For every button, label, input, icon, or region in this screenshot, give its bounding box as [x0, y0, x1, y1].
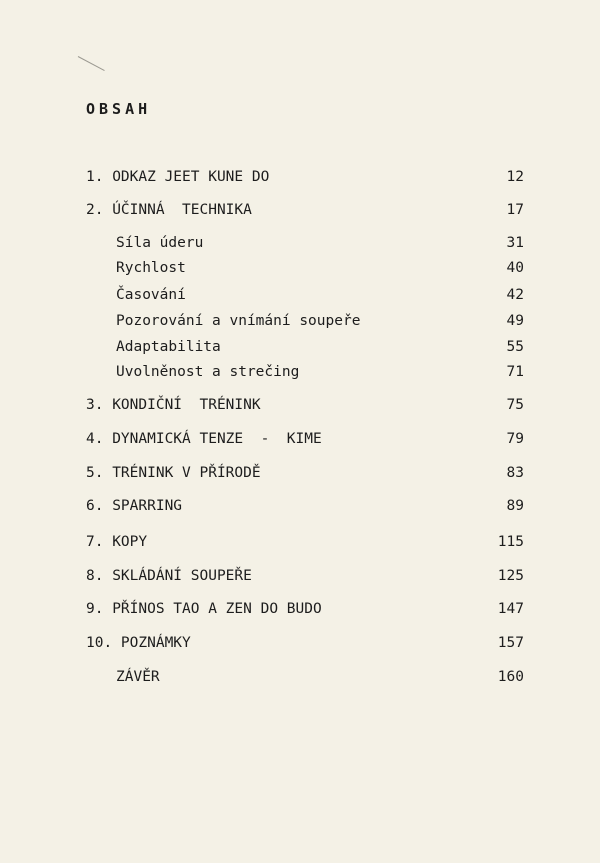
toc-entry — [0, 397, 600, 417]
toc-entry-label: 1. ODKAZ JEET KUNE DO — [86, 169, 270, 185]
toc-entry — [0, 313, 600, 333]
toc-entry-page-number: 115 — [497, 534, 524, 550]
toc-entry-page-number: 75 — [506, 397, 524, 413]
toc-entry — [0, 287, 600, 307]
toc-entry-label: 10. POZNÁMKY — [86, 635, 191, 651]
page-title: OBSAH — [86, 100, 152, 118]
toc-entry-page-number: 31 — [506, 235, 524, 251]
toc-entry-page-number: 147 — [497, 601, 524, 617]
toc-entry-page-number: 157 — [497, 635, 524, 651]
toc-entry — [0, 364, 600, 384]
toc-entry-page-number: 125 — [497, 568, 524, 584]
toc-entry-page-number: 79 — [506, 431, 524, 447]
toc-entry-label: 2. ÚČINNÁ TECHNIKA — [86, 202, 252, 218]
toc-entry — [0, 669, 600, 689]
toc-entry-page-number: 160 — [497, 669, 524, 685]
toc-entry-label: 8. SKLÁDÁNÍ SOUPEŘE — [86, 568, 252, 584]
toc-entry-page-number: 40 — [506, 260, 524, 276]
toc-entry — [0, 169, 600, 189]
toc-entry-page-number: 17 — [506, 202, 524, 218]
toc-entry — [0, 635, 600, 655]
toc-entry-page-number: 49 — [506, 313, 524, 329]
toc-entry-label: 3. KONDIČNÍ TRÉNINK — [86, 397, 261, 413]
toc-entry — [0, 339, 600, 359]
toc-entry-page-number: 55 — [506, 339, 524, 355]
toc-entry — [0, 465, 600, 485]
toc-entry — [0, 235, 600, 255]
toc-entry — [0, 498, 600, 518]
toc-entry-page-number: 89 — [506, 498, 524, 514]
toc-entry-label: Uvolněnost a strečing — [116, 364, 300, 380]
toc-entry-page-number: 42 — [506, 287, 524, 303]
toc-entry — [0, 202, 600, 222]
toc-entry-label: 9. PŘÍNOS TAO A ZEN DO BUDO — [86, 601, 322, 617]
toc-entry-page-number: 71 — [506, 364, 524, 380]
toc-entry-label: Časování — [116, 287, 186, 303]
toc-entry-page-number: 12 — [506, 169, 524, 185]
toc-entry-page-number: 83 — [506, 465, 524, 481]
toc-entry — [0, 431, 600, 451]
toc-entry-label: Síla úderu — [116, 235, 204, 251]
toc-entry — [0, 534, 600, 554]
toc-entry-label: 5. TRÉNINK V PŘÍRODĚ — [86, 465, 261, 481]
paper-mark — [78, 56, 105, 71]
toc-entry-label: Rychlost — [116, 260, 186, 276]
toc-entry-label: 7. KOPY — [86, 534, 148, 550]
toc-entry-label: Adaptabilita — [116, 339, 221, 355]
toc-entry — [0, 601, 600, 621]
toc-entry-label: 4. DYNAMICKÁ TENZE - KIME — [86, 431, 322, 447]
toc-entry-label: 6. SPARRING — [86, 498, 183, 514]
toc-entry — [0, 260, 600, 280]
toc-entry-label: Pozorování a vnímání soupeře — [116, 313, 361, 329]
toc-entry-label: ZÁVĚR — [116, 669, 160, 685]
toc-entry — [0, 568, 600, 588]
